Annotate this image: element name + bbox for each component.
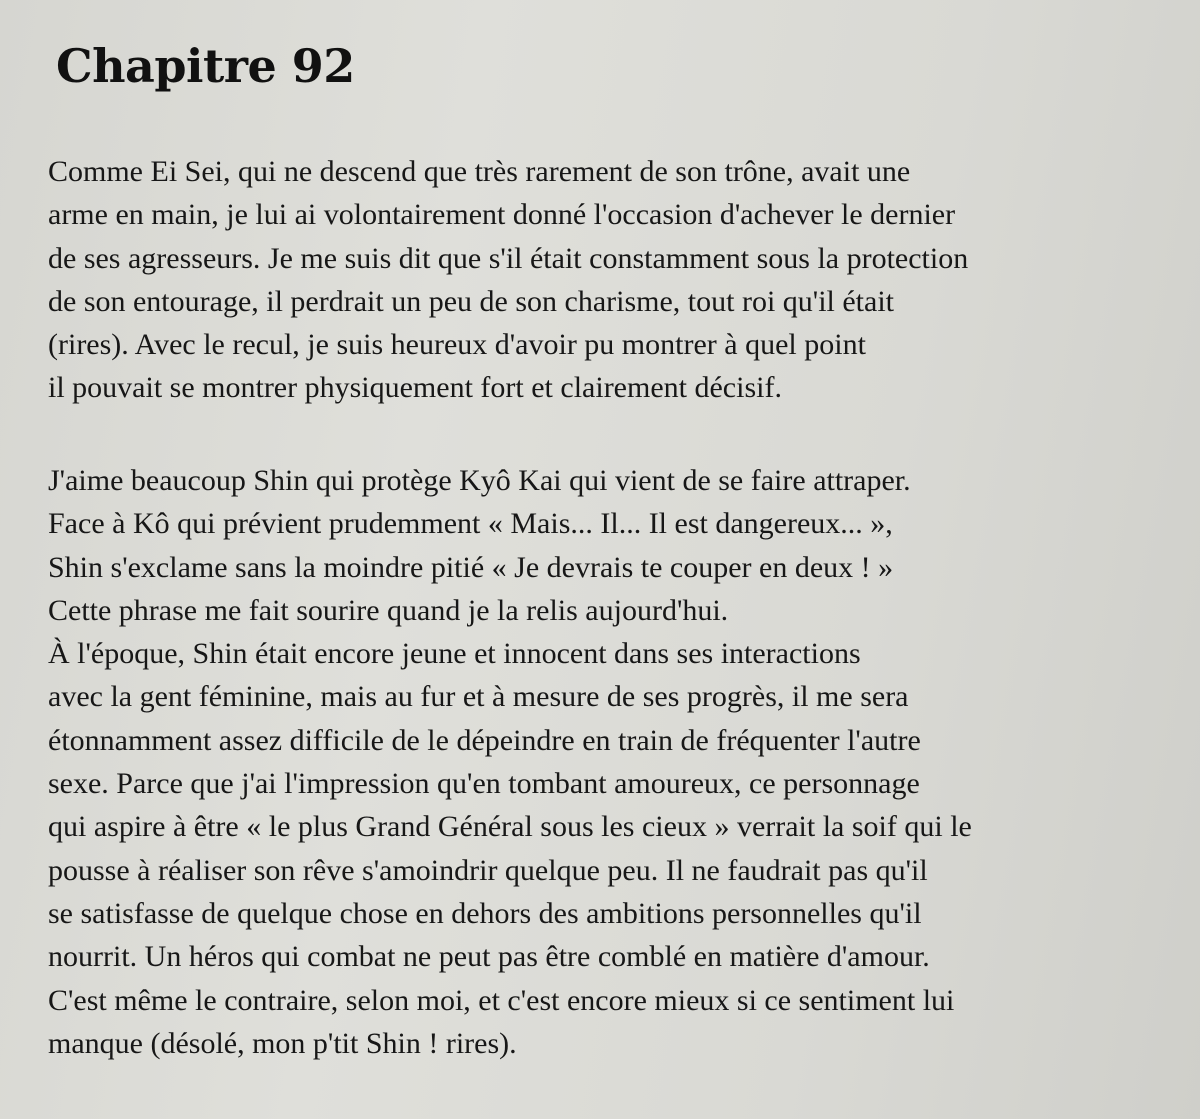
text-line: de ses agresseurs. Je me suis dit que s'il était constamment sous la protection bbox=[48, 241, 969, 275]
text-line: (rires). Avec le recul, je suis heureux d'avoir pu montrer à quel point bbox=[48, 328, 866, 362]
text-line: nourrit. Un héros qui combat ne peut pas être comblé en matière d'amour. bbox=[48, 940, 930, 974]
text-line: sexe. Parce que j'ai l'impression qu'en tombant amoureux, ce personnage bbox=[48, 767, 920, 801]
text-line: Shin s'exclame sans la moindre pitié « Je devrais te couper en deux ! » bbox=[48, 550, 894, 584]
text-line: À l'époque, Shin était encore jeune et innocent dans ses interactions bbox=[48, 637, 861, 671]
text-line: avec la gent féminine, mais au fur et à mesure de ses progrès, il me sera bbox=[48, 680, 909, 714]
text-line: de son entourage, il perdrait un peu de son charisme, tout roi qu'il était bbox=[48, 284, 895, 318]
text-line: Cette phrase me fait sourire quand je la relis aujourd'hui. bbox=[48, 593, 729, 627]
text-line: arme en main, je lui ai volontairement donné l'occasion d'achever le dernier bbox=[48, 198, 956, 232]
text-line: qui aspire à être « le plus Grand Général sous les cieux » verrait la soif qui le bbox=[48, 810, 972, 844]
text-line: J'aime beaucoup Shin qui protège Kyô Kai qui vient de se faire attraper. bbox=[48, 464, 911, 497]
paragraph-2 bbox=[48, 459, 972, 1065]
text-line: manque (désolé, mon p'tit Shin ! rires). bbox=[48, 1026, 517, 1060]
text-line: Face à Kô qui prévient prudemment « Mais... Il... Il est dangereux... », bbox=[48, 507, 893, 541]
text-line: pousse à réaliser son rêve s'amoindrir quelque peu. Il ne faudrait pas qu'il bbox=[48, 853, 928, 887]
text-line: Comme Ei Sei, qui ne descend que très rarement de son trône, avait une bbox=[48, 155, 911, 188]
text-line: se satisfasse de quelque chose en dehors des ambitions personnelles qu'il bbox=[48, 896, 922, 930]
chapter-title: Chapitre 92 bbox=[56, 39, 355, 93]
text-line: C'est même le contraire, selon moi, et c'est encore mieux si ce sentiment lui bbox=[48, 983, 955, 1017]
text-line: il pouvait se montrer physiquement fort et clairement décisif. bbox=[48, 371, 782, 405]
paragraph-1 bbox=[48, 150, 968, 410]
text-line: étonnamment assez difficile de le dépeindre en train de fréquenter l'autre bbox=[48, 723, 921, 757]
